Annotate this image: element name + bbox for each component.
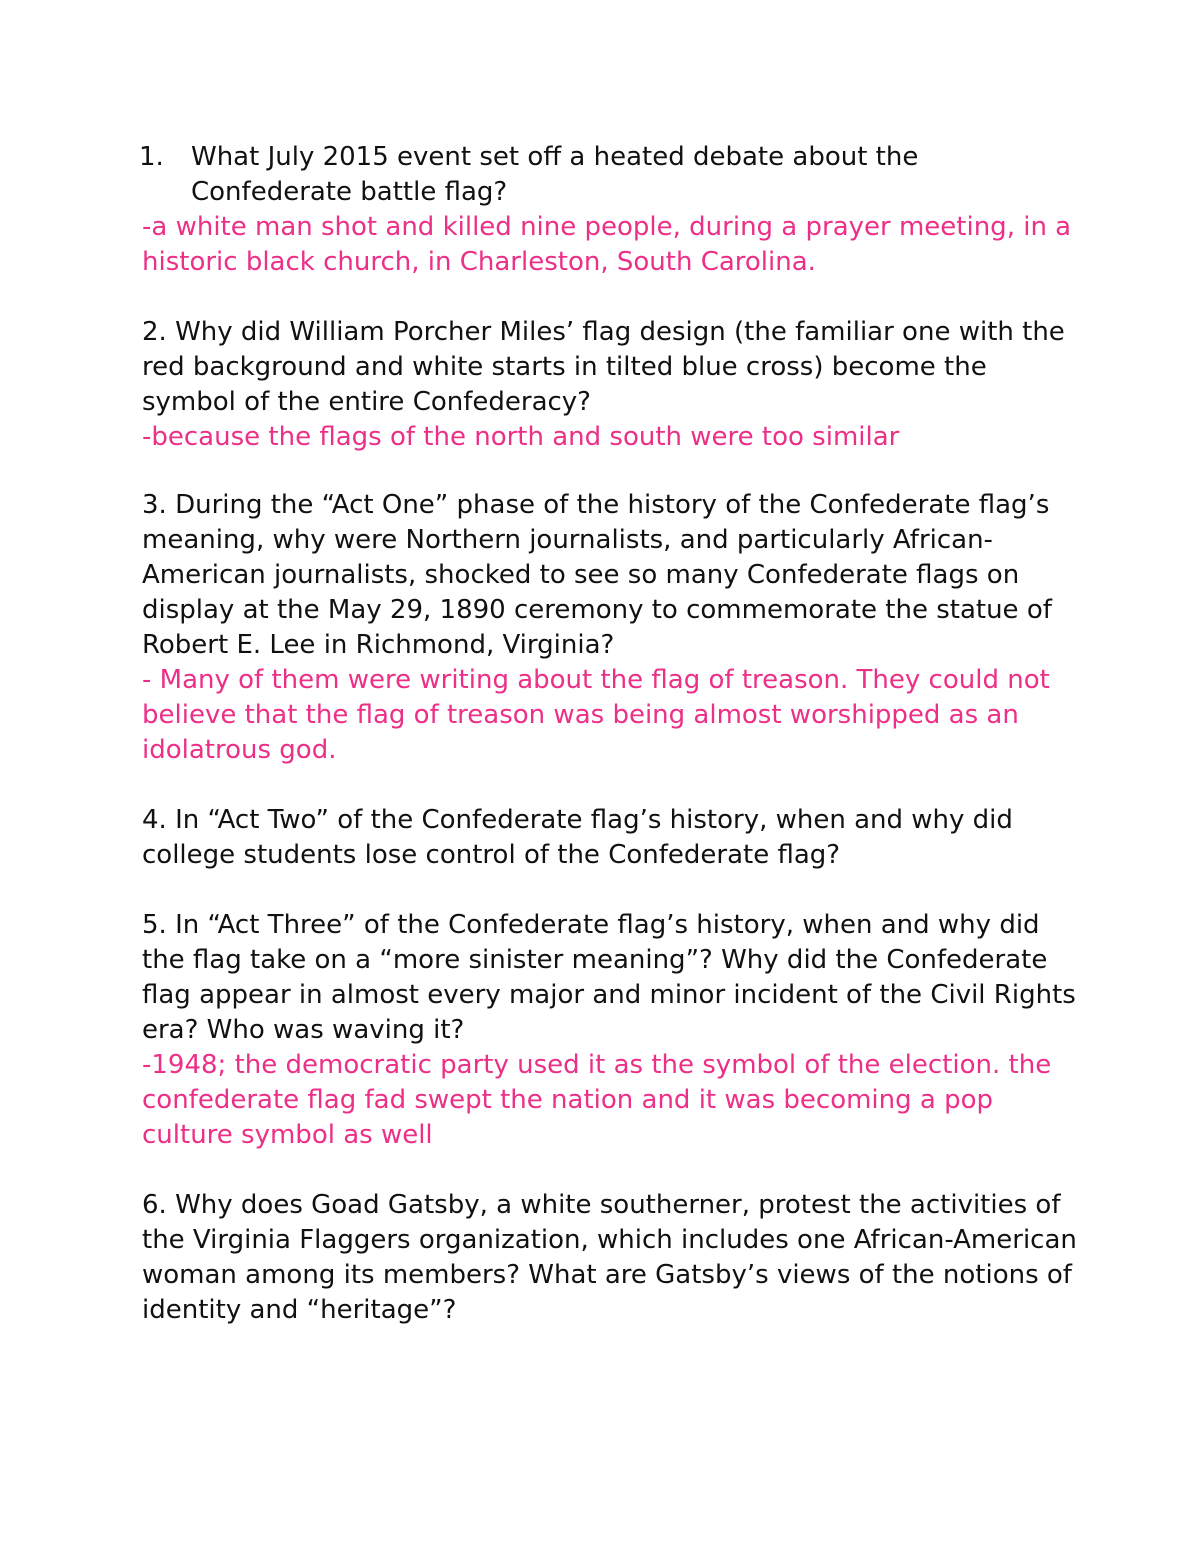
answer-2: -because the flags of the north and south were too similar <box>142 422 900 452</box>
answer-5: -1948; the democratic party used it as the symbol of the election. the confederate flag fad swept the nation and it was becoming a pop culture symbol as well <box>142 1050 1052 1150</box>
question-1-number: 1. <box>139 142 164 172</box>
question-3: 3. During the “Act One” phase of the history of the Confederate flag’s meaning, why were Northern journalists, and particularly African-American journalists, shocked to see so many Confederate flags on display at the May 29, 1890 ceremony to commemorate the statue of Robert E. Lee in Richmond, Virginia? <box>142 490 1052 660</box>
question-5: 5. In “Act Three” of the Confederate flag’s history, when and why did the flag take on a “more sinister meaning”? Why did the Confederate flag appear in almost every major and minor incident of the Civil Rights era? Who was waving it? <box>142 910 1076 1045</box>
question-1 <box>139 140 1082 210</box>
question-1-text: What July 2015 event set off a heated debate about the Confederate battle flag? <box>191 142 919 207</box>
question-6: 6. Why does Goad Gatsby, a white southerner, protest the activities of the Virginia Flaggers organization, which includes one African-American woman among its members? What are Gatsby’s views of the notions of identity and “heritage”? <box>142 1190 1077 1325</box>
answer-1: -a white man shot and killed nine people, during a prayer meeting, in a historic black church, in Charleston, South Carolina. <box>142 212 1072 277</box>
question-2: 2. Why did William Porcher Miles’ flag design (the familiar one with the red background and white starts in tilted blue cross) become the symbol of the entire Confederacy? <box>142 317 1065 417</box>
worksheet-page <box>139 140 1082 1328</box>
question-4: 4. In “Act Two” of the Confederate flag’s history, when and why did college students lose control of the Confederate flag? <box>142 805 1013 870</box>
answer-3: - Many of them were writing about the flag of treason. They could not believe that the flag of treason was being almost worshipped as an idolatrous god. <box>142 665 1050 765</box>
